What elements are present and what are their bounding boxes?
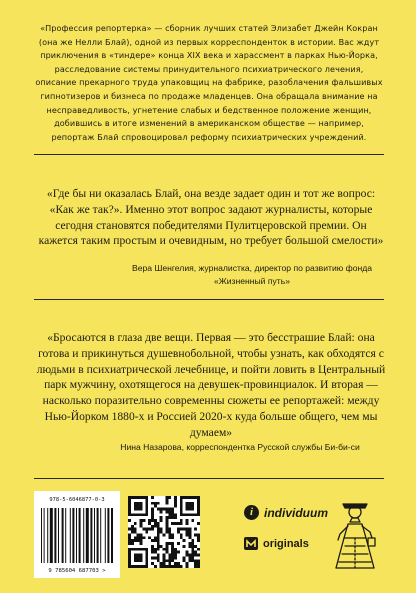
publisher-individuum — [244, 505, 328, 520]
isbn-barcode — [34, 491, 120, 578]
book-description: «Профессия репортерка» — сборник лучших статей Элизабет Джейн Кокран (она же Нелли Блай), одной из первых корреспонденток в истории. Вас ждут приключения в «тиндере» конца XIX века и харассмент в парках Нью-Йорка, расследование системы принудительного психиатрического лечения, описание прекарного труда упаковщиц на фабрике, разоблачения фальшивых гипнотизеров и бизнеса по продаже младенцев. Она обращала внимание на несправедливость, угнетение слабых и бедственное положение женщин, добившись в итоге изменений в американском обществе — например, репортаж Блай спровоцировал реформу психиатрических учреждений. — [35, 23, 383, 142]
isbn-digits: 9 785604 687703 > — [48, 568, 106, 574]
quote-shengelia: «Где бы ни оказалась Блай, она везде задает один и тот же вопрос: «Как же так?». Именно этот вопрос задают журналисты, которые сегодня становятся победителями Пулитцеровской премии. Он кажется таким простым и очевидным, но требует большой смелости» — [38, 187, 384, 248]
isbn-number: 978-5-6046877-0-3 — [49, 497, 105, 503]
reporter-figure-icon — [330, 494, 380, 574]
individuum-wordmark: individuum — [264, 505, 328, 520]
quote-attribution-nazarova: Нина Назарова, корреспондентка Русской службы Би-би-си — [120, 442, 360, 452]
quote-attribution-shengelia: Вера Шенгелия, журналистка, директор по развитию фонда «Жизненный путь» — [132, 263, 373, 286]
divider-top — [34, 154, 384, 155]
qr-code-pattern — [128, 496, 200, 568]
individuum-logo-icon: i — [244, 505, 259, 520]
originals-logo-icon — [244, 537, 258, 550]
originals-wordmark: originals — [263, 537, 309, 550]
divider-middle — [34, 299, 384, 300]
publisher-originals — [244, 537, 309, 550]
barcode-bars — [41, 508, 113, 563]
qr-code — [128, 496, 200, 568]
quote-nazarova: «Бросаются в глаза две вещи. Первая — это бесстрашие Блай: она готова и прикинуться душевнобольной, чтобы узнать, как обходятся с людьми в психиатрической лечебнице, и пойти ловить в Центральный парк мужчину, охотящегося на девушек-провинциалок. И вторая — насколько поразительно современны сюжеты ее репортажей: между Нью-Йорком 1880-х и Россией 2020-х куда больше общего, чем мы думаем» — [36, 331, 386, 439]
divider-bottom — [34, 478, 384, 479]
